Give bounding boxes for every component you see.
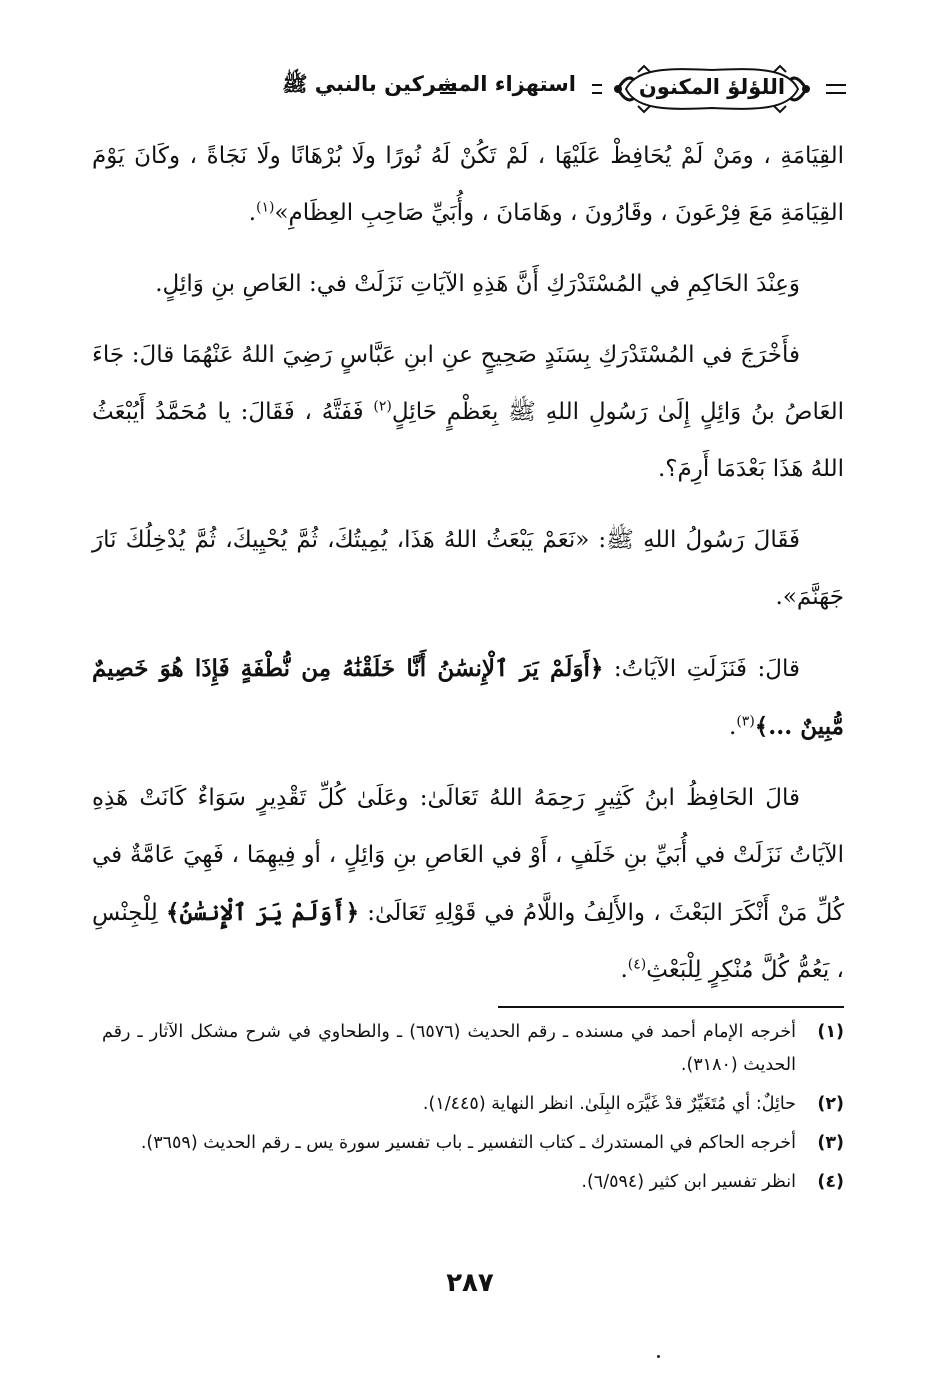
punctuation: . — [729, 714, 737, 740]
paragraph — [92, 512, 844, 626]
chapter-title: استهزاء المشركين بالنبي ﷺ — [282, 72, 576, 96]
footnote-number: (٤) — [817, 1172, 844, 1192]
paragraph-text: القِيَامَةِ ، ومَنْ لَمْ يُحَافِظْ عَلَيْهَا ، لَمْ تَكُنْ لَهُ نُورًا ولَا بُرْهَانًا ولَا نَجَاةً ، وكَانَ يَوْمَ القِيَامَةِ مَعَ فِرْعَونَ ، وقَارُونَ ، وهَامَانَ ، وأُبَيِّ صَاحِبِ العِظَامِ» — [92, 143, 844, 226]
paragraph — [92, 128, 844, 242]
paragraph — [92, 770, 844, 999]
header-rule — [826, 84, 846, 94]
footnote — [102, 1016, 844, 1082]
footnote-text: أخرجه الحاكم في المستدرك ـ كتاب التفسير ـ باب تفسير سورة يس ـ رقم الحديث (٣٦٥٩). — [140, 1133, 796, 1153]
footnote-number: (١) — [817, 1022, 844, 1042]
footnote-text: أخرجه الإمام أحمد في مسنده ـ رقم الحديث (٦٥٧٦) ـ والطحاوي في شرح مشكل الآثار ـ رقم الحديث (٣١٨٠). — [102, 1022, 796, 1075]
paragraph-text: فأَخْرَجَ في المُسْتَدْرَكِ بِسَنَدٍ صَحِيحٍ عنِ ابنِ عَبَّاسٍ رَضِيَ اللهُ عَنْهُمَا قالَ: جَاءَ العَاصُ بنُ وَائِلٍ إِلَىٰ رَسُولِ اللهِ ﷺ بِعَظْمٍ حَائِلٍ — [92, 342, 844, 425]
paragraph-text: لِلْجِنْسِ ، يَعُمُّ كُلَّ مُنْكِرٍ لِلْبَعْثِ — [92, 900, 844, 983]
header-rule — [440, 84, 456, 94]
footnote-number: (٢) — [817, 1094, 844, 1114]
footnote-separator — [498, 1006, 844, 1008]
book-title: اللؤلؤ المكنون — [638, 75, 786, 99]
footnote-ref[interactable]: (٢) — [373, 398, 392, 415]
footnote-text: حائِلٌ: أي مُتَغَيِّرٌ قدْ غَيَّرَه البِلَىٰ. انظر النهاية (١/٤٤٥). — [422, 1094, 796, 1114]
paragraph-text: قالَ الحَافِظُ ابنُ كَثِيرٍ رَحِمَهُ اللهُ تَعَالَىٰ: وعَلَىٰ كُلِّ تَقْدِيرٍ سَوَاءٌ كَانَتْ هَذِهِ الآيَاتُ نَزَلَتْ في أُبَيِّ بنِ خَلَفٍ ، أَوْ في العَاصِ بنِ وَائِلٍ ، أو فِيهِمَا ، فَهِيَ عَامَّةٌ في كُلِّ مَنْ أَنْكَرَ البَعْثَ ، والأَلِفُ واللَّامُ في قَوْلِهِ تَعَالَىٰ: — [92, 785, 844, 926]
book-title-cartouche — [608, 62, 816, 116]
footnote — [102, 1088, 844, 1121]
paragraph — [92, 327, 844, 498]
punctuation: . — [248, 200, 256, 226]
paragraph — [92, 256, 844, 313]
paragraph-text: قالَ: فَنَزَلَتِ الآيَاتُ: — [603, 656, 800, 682]
paragraph-text: وَعِنْدَ الحَاكِمِ في المُسْتَدْرَكِ أَنَّ هَذِهِ الآيَاتِ نَزَلَتْ في: العَاصِ بنِ وَائِلٍ. — [155, 271, 800, 297]
footnote-ref[interactable]: (٣) — [736, 713, 755, 730]
footnote-ref[interactable]: (٤) — [627, 956, 647, 973]
header-rule — [592, 84, 602, 94]
running-header — [96, 58, 846, 120]
footnotes — [102, 1016, 844, 1205]
quran-verse: ﴿أَوَلَمْ يَرَ ٱلْإِنسَٰنُ﴾ — [165, 899, 360, 926]
paragraph — [92, 640, 844, 756]
main-text — [92, 128, 844, 1013]
footnote-number: (٣) — [817, 1133, 844, 1153]
page-number: ٢٨٧ — [446, 1268, 494, 1298]
quran-verse: ﴿أَوَلَمْ يَرَ ٱلْإِنسَٰنُ أَنَّا خَلَقْنَٰهُ مِن نُّطْفَةٍ فَإِذَا هُوَ خَصِيمٌ مُّبِينٌ ...﴾ — [92, 655, 844, 740]
footnote-text: انظر تفسير ابن كثير (٦/٥٩٤). — [581, 1172, 796, 1192]
footnote-ref[interactable]: (١) — [256, 199, 275, 216]
print-speck — [657, 1355, 660, 1358]
footnote — [102, 1166, 844, 1199]
punctuation: . — [620, 957, 628, 983]
paragraph-text: فَفَتَّهُ ، فَقَالَ: يا مُحَمَّدُ أَيُبْعَثُ اللهُ هَذَا بَعْدَمَا أَرِمَ؟. — [92, 399, 844, 482]
paragraph-text: فَقَالَ رَسُولُ اللهِ ﷺ: «نَعَمْ يَبْعَثُ اللهُ هَذَا، يُمِيتُكَ، ثُمَّ يُحْيِيكَ، ثُمَّ يُدْخِلُكَ نَارَ جَهَنَّمَ». — [92, 527, 844, 610]
footnote — [102, 1127, 844, 1160]
